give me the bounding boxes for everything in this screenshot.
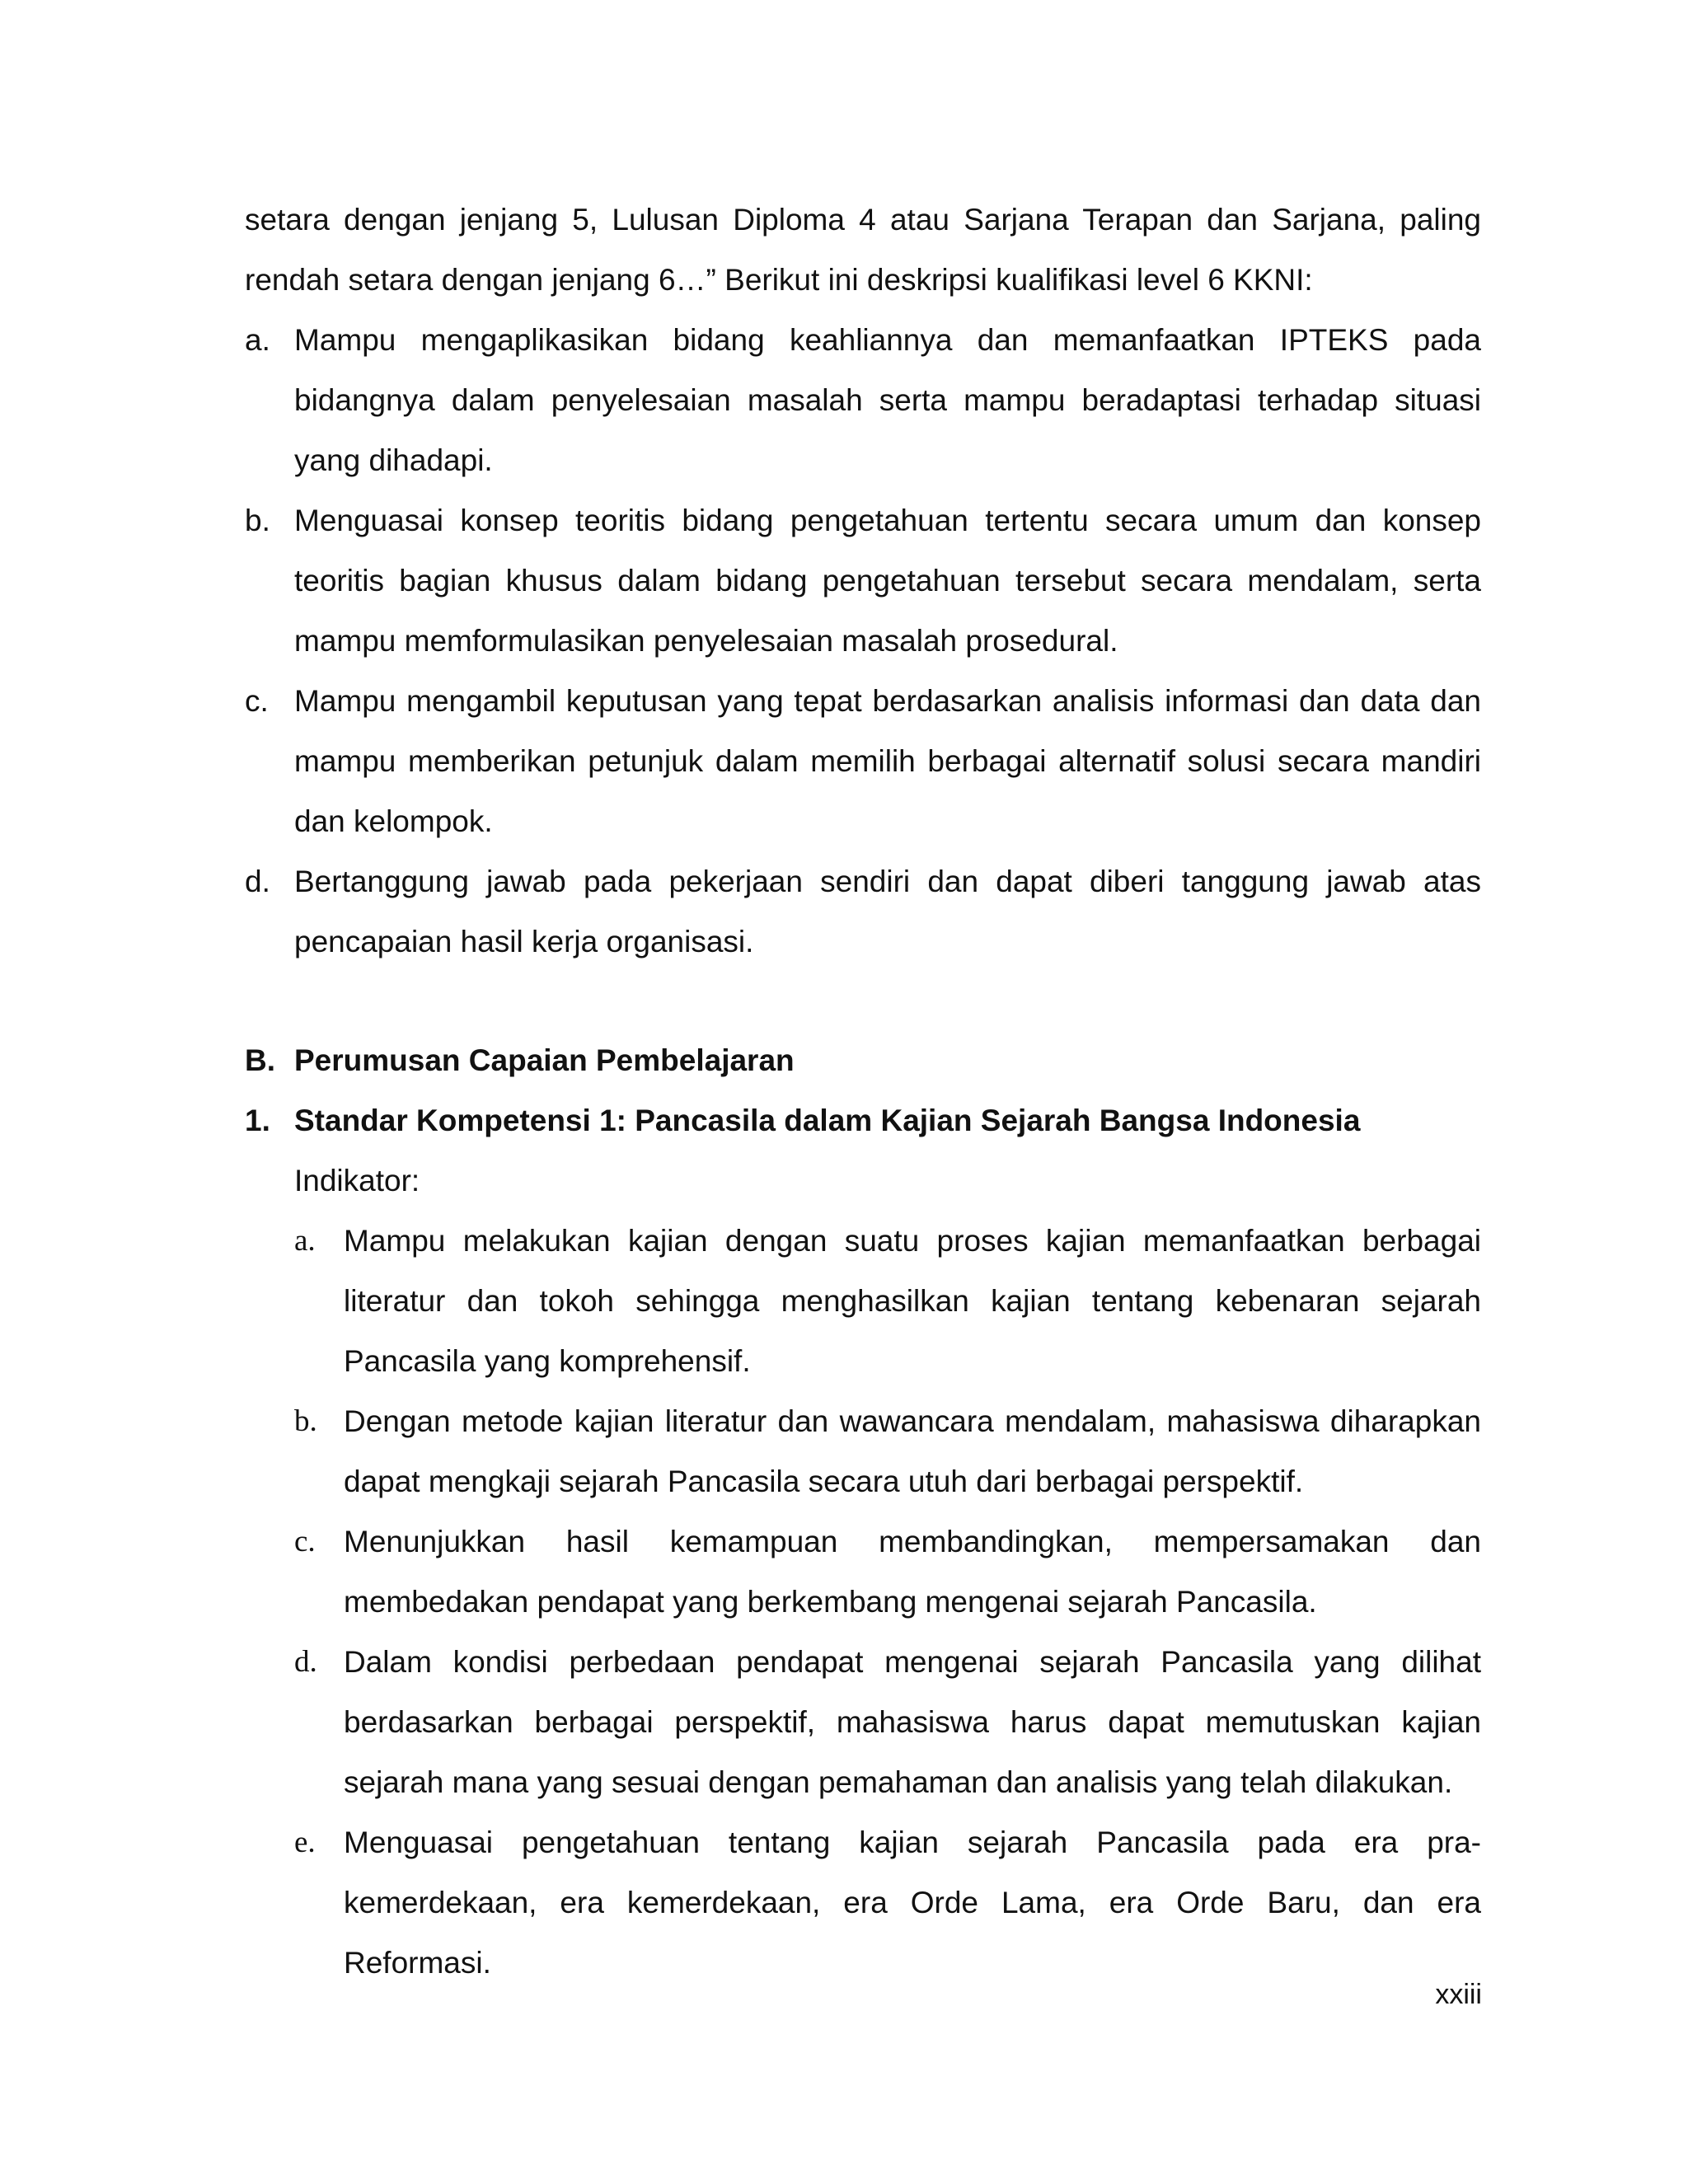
- kkni-list: [245, 310, 1481, 972]
- page-number: xxiii: [1435, 1979, 1482, 2010]
- standard-title: Standar Kompetensi 1: Pancasila dalam Kajian Sejarah Bangsa Indonesia: [294, 1104, 1361, 1137]
- page-content: [245, 190, 1481, 1993]
- list-item-text: Menunjukkan hasil kemampuan membandingkan, mempersamakan dan membedakan pendapat yang berkembang mengenai sejarah Pancasila.: [344, 1525, 1481, 1619]
- section-marker: B.: [245, 1043, 275, 1077]
- list-item-text: Bertanggung jawab pada pekerjaan sendiri dan dapat diberi tanggung jawab atas pencapaian hasil kerja organisasi.: [294, 865, 1481, 958]
- list-item-text: Menguasai konsep teoritis bidang pengetahuan tertentu secara umum dan konsep teoritis bagian khusus dalam bidang pengetahuan tersebut secara mendalam, serta mampu memformulasikan penyelesaian masalah prosedural.: [294, 504, 1481, 658]
- list-item: [245, 851, 1481, 972]
- indicator-label: Indikator:: [294, 1164, 420, 1197]
- indicator-list: [294, 1211, 1481, 1993]
- list-item: [245, 310, 1481, 490]
- list-item-text: Dengan metode kajian literatur dan wawancara mendalam, mahasiswa diharapkan dapat mengkaji sejarah Pancasila secara utuh dari berbagai perspektif.: [344, 1404, 1481, 1498]
- list-item-text: Mampu mengambil keputusan yang tepat berdasarkan analisis informasi dan data dan mampu memberikan petunjuk dalam memilih berbagai alternatif solusi secara mandiri dan kelompok.: [294, 684, 1481, 838]
- list-item-text: Menguasai pengetahuan tentang kajian sejarah Pancasila pada era pra-kemerdekaan, era kemerdekaan, era Orde Lama, era Orde Baru, dan era Reformasi.: [344, 1825, 1481, 1980]
- section-heading-b: [245, 1030, 1481, 1090]
- intro-paragraph: setara dengan jenjang 5, Lulusan Diploma 4 atau Sarjana Terapan dan Sarjana, paling rendah setara dengan jenjang 6…” Berikut ini deskripsi kualifikasi level 6 KKNI:: [245, 203, 1481, 297]
- list-marker: e.: [294, 1825, 316, 1859]
- list-marker: b.: [294, 1404, 317, 1438]
- standard-heading: [245, 1090, 1481, 1151]
- section-title: Perumusan Capaian Pembelajaran: [294, 1043, 795, 1077]
- list-item: [294, 1211, 1481, 1391]
- section-spacer: [245, 972, 1481, 1030]
- list-marker: b.: [245, 504, 270, 537]
- list-item: [294, 1632, 1481, 1812]
- list-item-text: Mampu melakukan kajian dengan suatu proses kajian memanfaatkan berbagai literatur dan tokoh sehingga menghasilkan kajian tentang kebenaran sejarah Pancasila yang komprehensif.: [344, 1224, 1481, 1378]
- list-item-text: Dalam kondisi perbedaan pendapat mengenai sejarah Pancasila yang dilihat berdasarkan berbagai perspektif, mahasiswa harus dapat memutuskan kajian sejarah mana yang sesuai dengan pemahaman dan analisis yang telah dilakukan.: [344, 1645, 1481, 1799]
- list-marker: c.: [245, 684, 269, 718]
- list-item: [294, 1812, 1481, 1993]
- list-item: [294, 1511, 1481, 1632]
- list-marker: d.: [294, 1645, 317, 1679]
- list-marker: a.: [245, 323, 270, 357]
- list-item: [245, 671, 1481, 851]
- list-item: [294, 1391, 1481, 1511]
- list-item: [245, 490, 1481, 671]
- list-marker: a.: [294, 1224, 316, 1258]
- list-marker: d.: [245, 865, 270, 898]
- list-item-text: Mampu mengaplikasikan bidang keahliannya dan memanfaatkan IPTEKS pada bidangnya dalam penyelesaian masalah serta mampu beradaptasi terhadap situasi yang dihadapi.: [294, 323, 1481, 477]
- standard-marker: 1.: [245, 1104, 270, 1137]
- list-marker: c.: [294, 1525, 316, 1558]
